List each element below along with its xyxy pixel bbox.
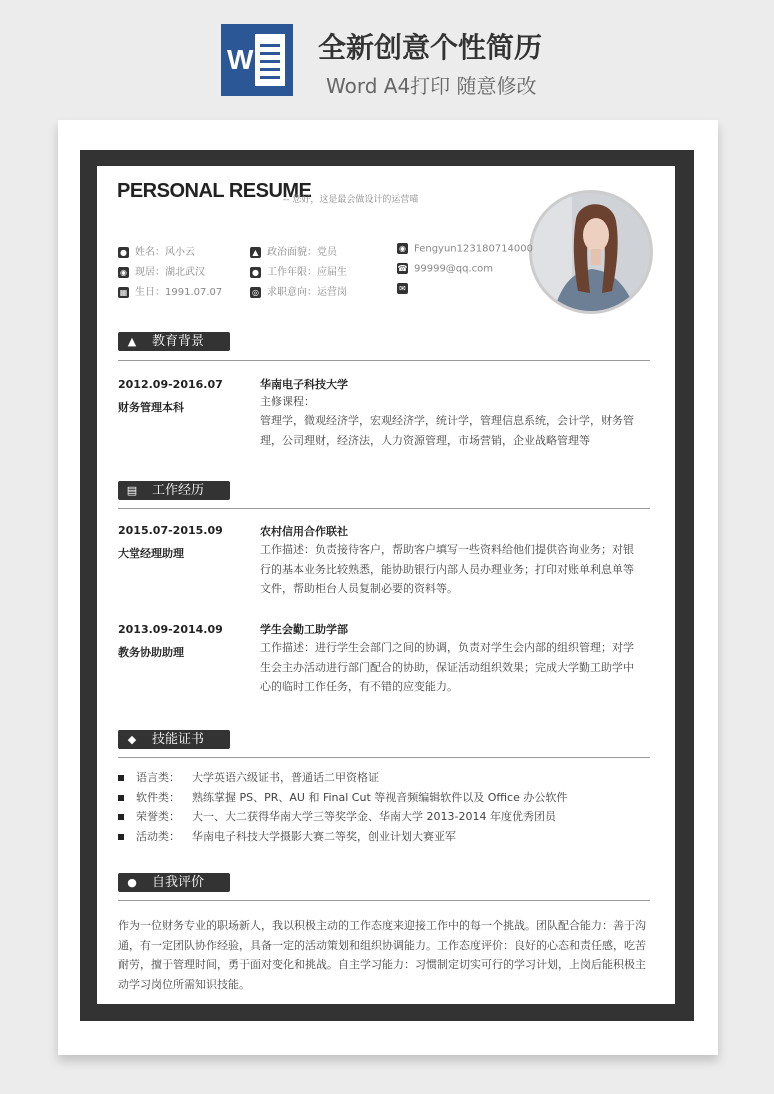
education-courses-line: 理，公司理财，经济法，人力资源管理，市场营销，企业战略管理等: [260, 434, 590, 447]
chat-icon: ◉: [397, 243, 408, 254]
self-evaluation-text: 作为一位财务专业的职场新人，我以积极主动的工作态度来迎接工作中的每一个挑战。团队配合能力：善于沟通，有一定团队协作经验，具备一定的活动策划和组织协调能力。工作态度评价：良好的心态和责任感，吃苦耐劳，擅于管理时间，勇于面对变化和挑战。自主学习能力：习惯制定切实可行的学习计划，上岗后能积极主动学习岗位所需知识技能。: [118, 919, 646, 991]
section-self-header: ● 自我评价: [118, 873, 230, 892]
banner-subtitle: Word A4打印 随意修改: [326, 74, 537, 98]
portrait-image: [532, 193, 650, 311]
word-logo-icon: [221, 24, 293, 96]
work-role: 大堂经理助理: [118, 547, 184, 560]
info-politics: ▲ 政治面貌：党员: [250, 243, 337, 258]
badge-icon: ▲: [250, 247, 261, 258]
education-date: 2012.09-2016.07: [118, 378, 223, 391]
education-courses-label: 主修课程：: [260, 395, 315, 408]
mail-icon: ✉: [397, 283, 408, 294]
work-desc-line: 文件，帮助柜台人员复制必要的资料等。: [260, 582, 458, 595]
work-date: 2013.09-2014.09: [118, 623, 223, 636]
calendar-icon: ▦: [119, 287, 128, 297]
work-role: 教务协助助理: [118, 646, 184, 659]
work-date: 2015.07-2015.09: [118, 524, 223, 537]
work-org: 学生会勤工助学部: [260, 623, 348, 636]
info-mail: [397, 283, 414, 295]
section-skills-header: ◆ 技能证书: [118, 730, 230, 749]
work-desc-line: 行的基本业务比较熟悉，能协助银行内部人员办理业务；打印对账单利息单等: [260, 563, 634, 576]
section-work-header: ▤ 工作经历: [118, 481, 230, 500]
section-education-header: ▲ 教育背景: [118, 332, 230, 351]
skill-item: 语言类： 大学英语六级证书，普通话二甲资格证: [118, 769, 379, 785]
word-logo-letter: W: [227, 44, 254, 75]
bullet-icon: [118, 795, 124, 801]
section-divider: [118, 508, 650, 509]
group-icon: ●: [250, 267, 261, 278]
info-email: ☎ 99999@qq.com: [397, 263, 494, 275]
work-desc-line: 心的临时工作任务，有不错的应变能力。: [260, 680, 458, 693]
info-residence: ◉ 现居：湖北武汉: [120, 267, 205, 278]
profile-photo: [529, 190, 653, 314]
info-wechat: ◉ Fengyun123180714000: [399, 243, 533, 255]
section-divider: [118, 757, 650, 758]
phone-icon: ☎: [397, 264, 408, 273]
top-banner: [0, 0, 774, 118]
bullet-icon: [118, 775, 124, 781]
info-intent: ◎ 求职意向：运营岗: [252, 287, 347, 298]
work-desc-line: 工作描述：进行学生会部门之间的协调，负责对学生会内部的组织管理；对学: [260, 641, 634, 654]
education-courses-line: 管理学，微观经济学，宏观经济学，统计学，管理信息系统，会计学，财务管: [260, 414, 634, 427]
person-icon: ●: [127, 876, 137, 889]
banner-title: 全新创意个性简历: [318, 31, 543, 64]
resume-tagline: -- 您好，这是最会做设计的运营喵: [283, 195, 419, 205]
skill-item: 荣誉类： 大一、大二获得华南大学三等奖学金、华南大学 2013-2014 年度优秀团员: [118, 808, 556, 824]
bullet-icon: [118, 814, 124, 820]
chart-icon: ▤: [126, 484, 138, 497]
graduation-cap-icon: ▲: [127, 335, 137, 348]
location-icon: ◉: [118, 267, 129, 278]
info-name: ● 姓名：风小云: [120, 247, 195, 258]
education-school: 华南电子科技大学: [260, 378, 348, 391]
resume-heading: PERSONAL RESUME: [117, 180, 312, 202]
target-icon: ◎: [250, 287, 261, 298]
work-org: 农村信用合作联社: [260, 525, 348, 538]
skill-item: 活动类： 华南电子科技大学摄影大赛二等奖，创业计划大赛亚军: [118, 828, 456, 844]
work-desc-line: 工作描述：负责接待客户，帮助客户填写一些资料给他们提供咨询业务；对银: [260, 543, 634, 556]
bullet-icon: [118, 834, 124, 840]
info-experience: ● 工作年限：应届生: [252, 267, 347, 278]
info-birth: ▦ 生日：1991.07.07: [119, 287, 223, 298]
education-major: 财务管理本科: [118, 401, 184, 414]
work-desc-line: 生会主办活动进行部门配合的协助，保证活动组织效果；完成大学勤工助学中: [260, 661, 634, 674]
person-icon: ●: [118, 247, 129, 258]
skill-item: 软件类： 熟练掌握 PS、PR、AU 和 Final Cut 等视音频编辑软件以及 Office 办公软件: [118, 789, 567, 805]
tag-icon: ◆: [127, 733, 137, 746]
section-divider: [118, 900, 650, 901]
section-divider: [118, 360, 650, 361]
